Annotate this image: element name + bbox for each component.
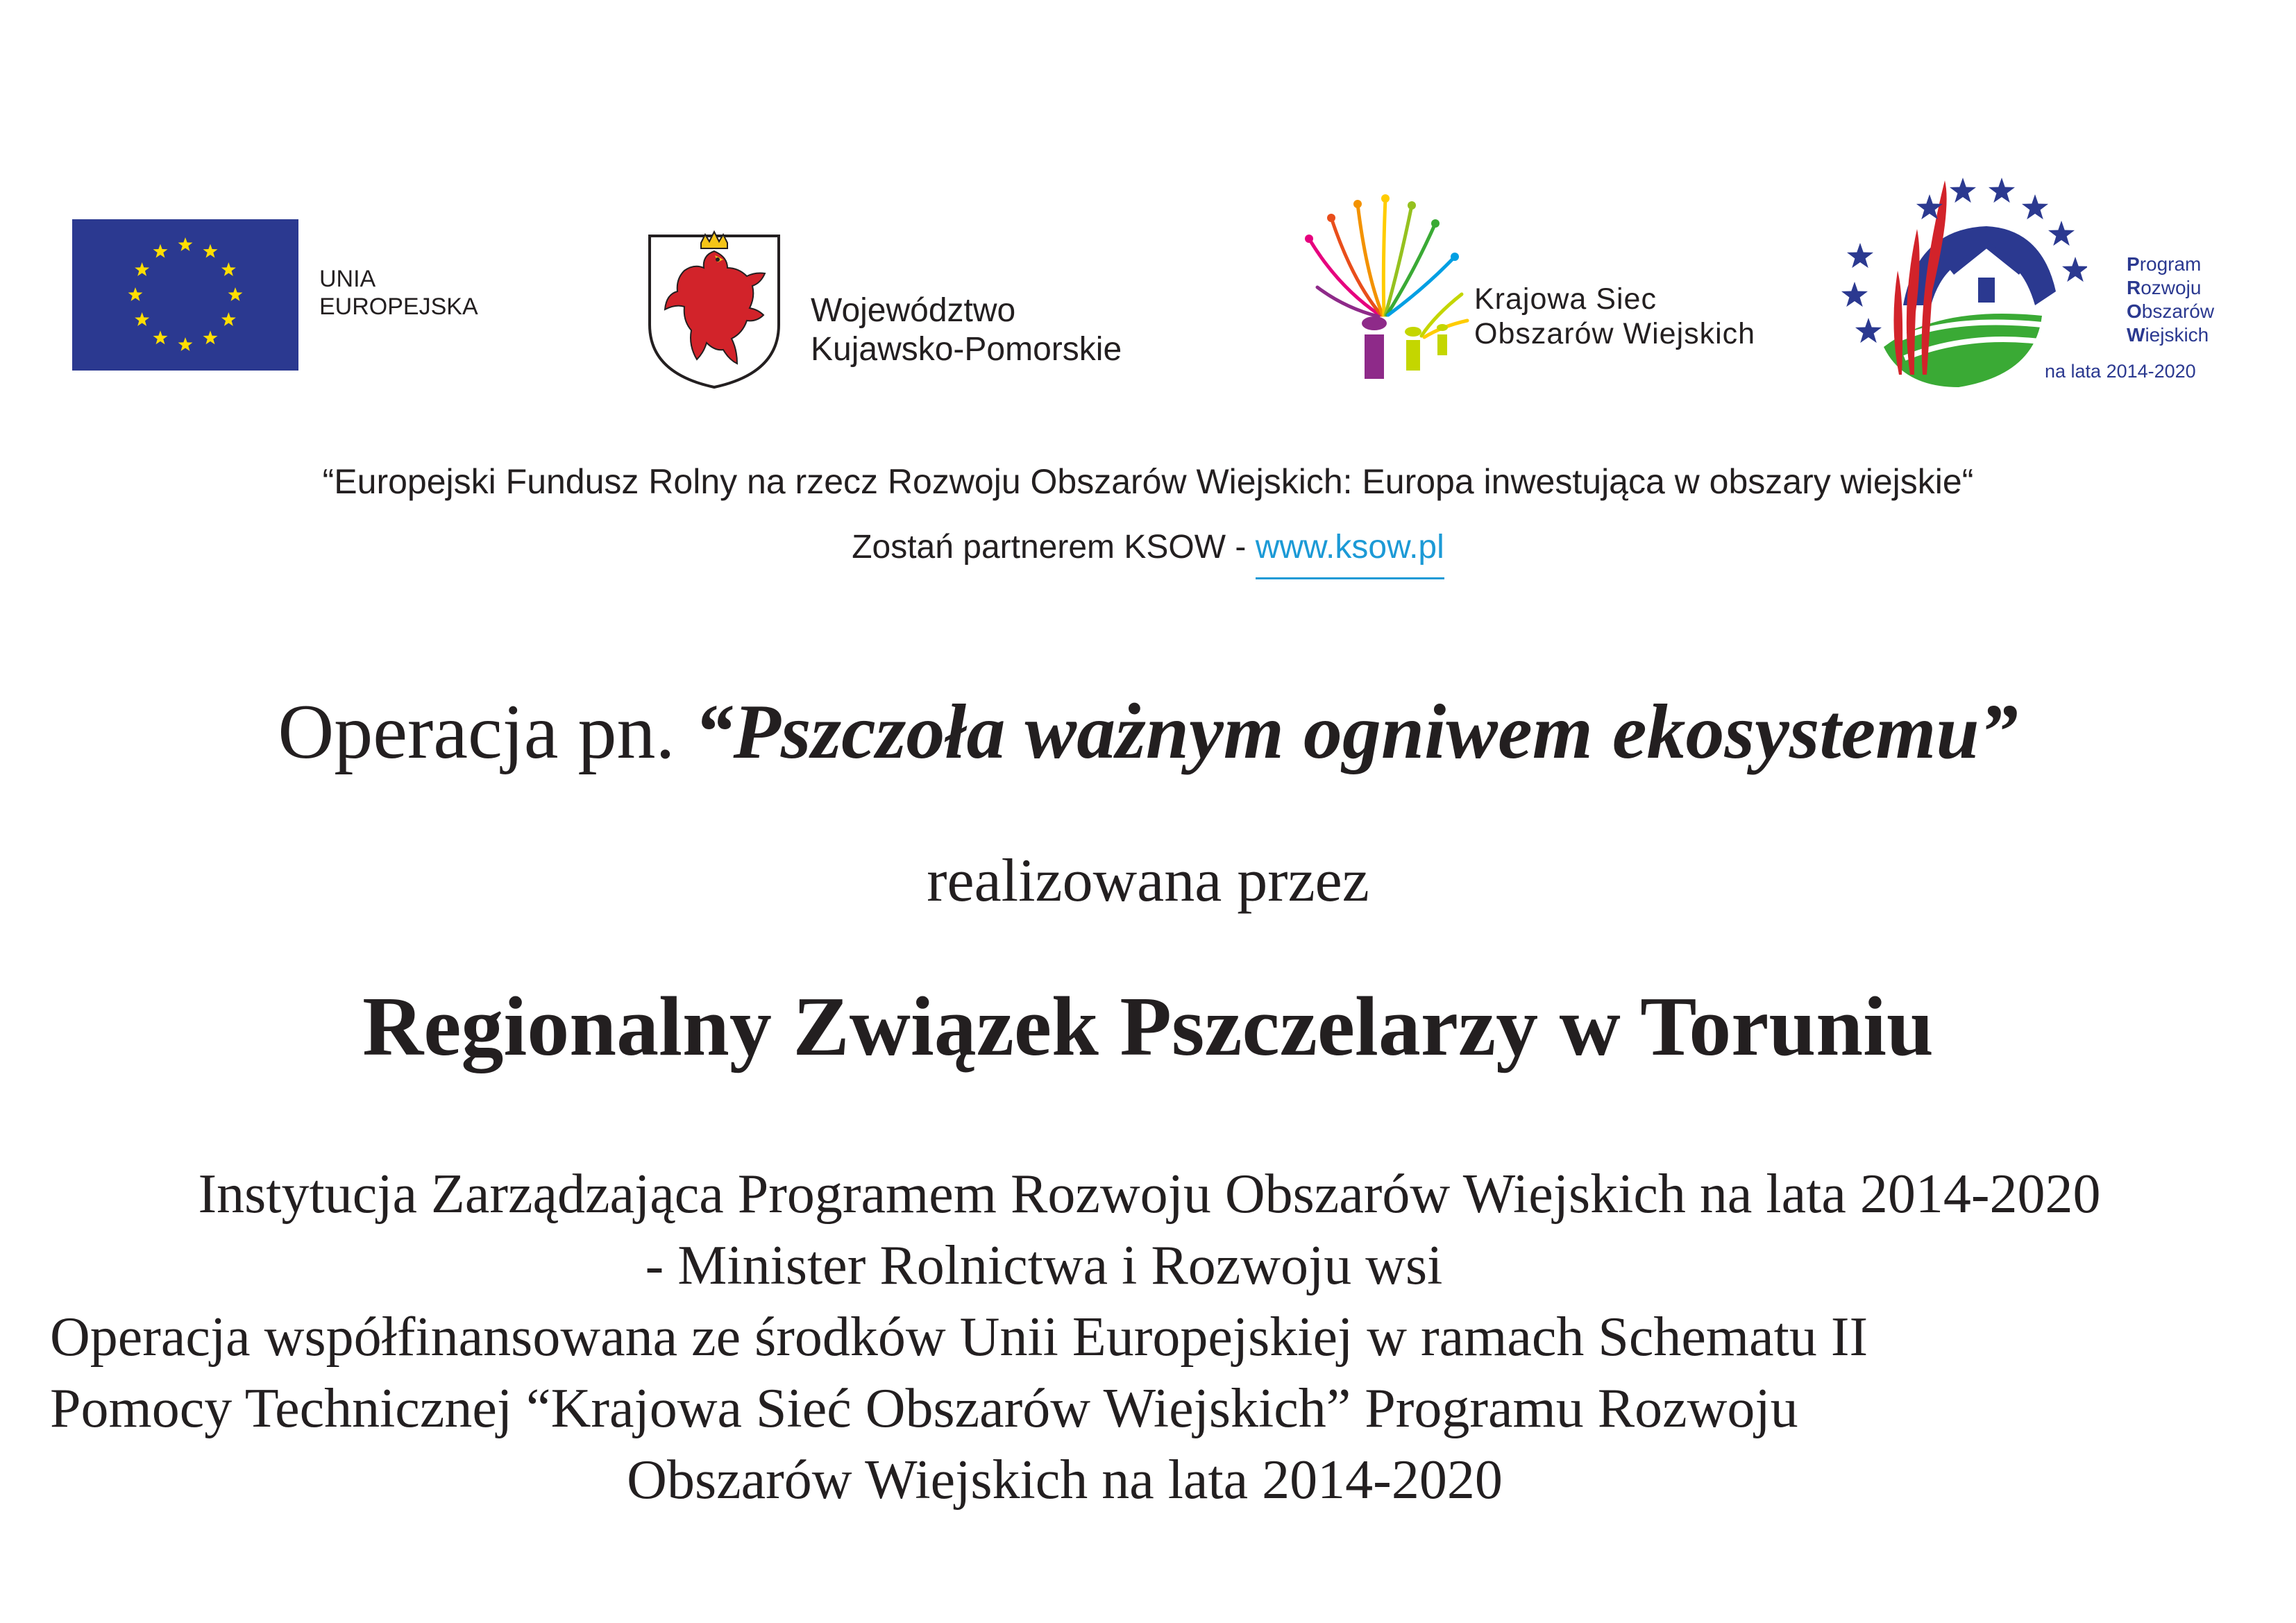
prow-line1-cap: P <box>2127 253 2140 275</box>
prow-star-icon <box>2062 257 2087 282</box>
partner-line <box>0 527 2296 579</box>
prow-years: na lata 2014-2020 <box>2045 361 2196 382</box>
ksow-website-link[interactable]: www.ksow.pl <box>1256 527 1444 579</box>
eu-label-line2: EUROPEJSKA <box>319 294 478 320</box>
ksow-label-line1: Krajowa Siec <box>1474 282 1657 316</box>
prow-star-icon <box>2022 194 2048 219</box>
voivodeship-label-line2: Kujawsko-Pomorskie <box>811 331 1122 368</box>
prow-line3-rest: bszarów <box>2141 300 2215 322</box>
prow-label <box>2127 253 2214 347</box>
operation-line <box>0 687 2296 777</box>
institution-line-4: Pomocy Technicznej “Krajowa Sieć Obszarów Wiejskich” Programu Rozwoju <box>50 1378 1798 1439</box>
partner-text: Zostań partnerem KSOW - <box>852 529 1256 566</box>
institution-line-2: - Minister Rolnictwa i Rozwoju wsi <box>645 1235 1443 1296</box>
prow-line4-rest: iejskich <box>2145 324 2209 346</box>
prow-star-icon <box>2048 221 2075 246</box>
prow-star-icon <box>1841 282 1868 307</box>
prow-star-icon <box>1847 243 1873 268</box>
ksow-label-line2: Obszarów Wiejskich <box>1474 317 1756 350</box>
eu-label-line1: UNIA <box>319 266 376 292</box>
prow-line2-rest: ozwoju <box>2141 277 2202 298</box>
ksow-rainbow-icon <box>1297 190 1470 384</box>
coat-of-arms-icon <box>645 228 783 391</box>
prow-line1-rest: rogram <box>2139 253 2202 275</box>
prow-line4-cap: W <box>2127 324 2145 346</box>
voivodeship-label <box>811 291 1122 369</box>
institution-line-3: Operacja współfinansowana ze środków Unii Europejskiej w ramach Schematu II <box>50 1307 1868 1368</box>
tagline: “Europejski Fundusz Rolny na rzecz Rozwoju Obszarów Wiejskich: Europa inwestująca w obszary wiejskie“ <box>322 462 1974 501</box>
voivodeship-label-line1: Województwo <box>811 292 1016 329</box>
ksow-label <box>1474 282 1755 351</box>
realized-by: realizowana przez <box>927 847 1369 915</box>
institution-line-5: Obszarów Wiejskich na lata 2014-2020 <box>627 1450 1503 1511</box>
eu-label <box>319 265 478 321</box>
eu-flag-icon <box>72 219 298 371</box>
prow-line2-cap: R <box>2127 277 2141 298</box>
institution-line-1: Instytucja Zarządzająca Programem Rozwoju Obszarów Wiejskich na lata 2014-2020 <box>198 1164 2101 1225</box>
organization-name: Regionalny Związek Pszczelarzy w Toruniu <box>362 980 1934 1073</box>
prow-star-icon <box>1950 178 1976 203</box>
prow-star-icon <box>1989 178 2015 203</box>
operation-prefix: Operacja pn. <box>278 689 695 775</box>
operation-title: “Pszczoła ważnym ogniwem ekosystemu” <box>694 689 2018 775</box>
prow-star-icon <box>1855 318 1882 343</box>
prow-line3-cap: O <box>2127 300 2142 322</box>
